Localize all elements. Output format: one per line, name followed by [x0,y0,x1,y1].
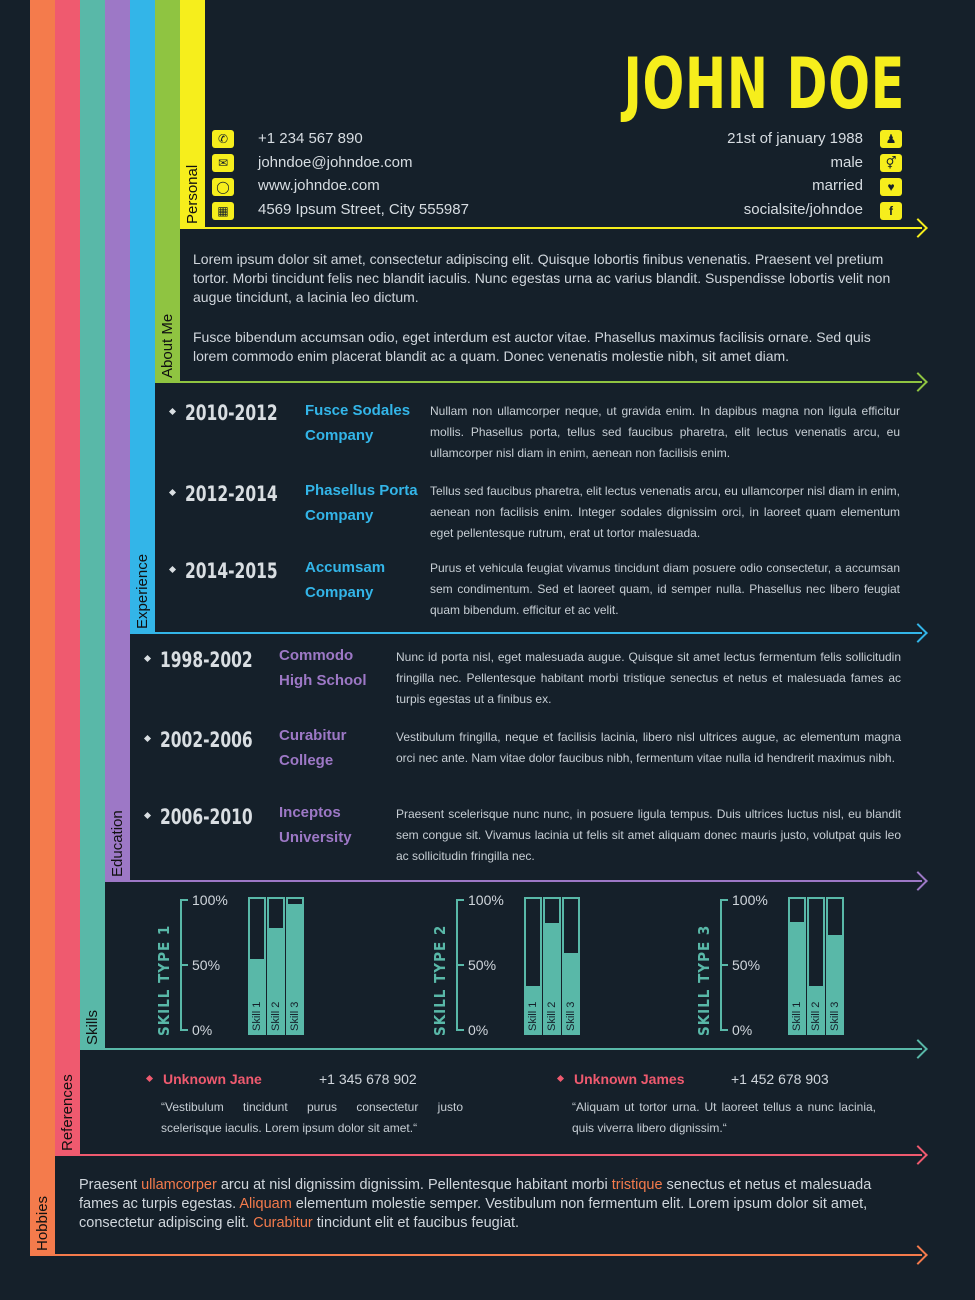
education-school-line1: Commodo [279,647,354,664]
hobbies-text-5: tincidunt elit et faucibus feugiat. [312,1215,520,1231]
stripe-hobbies [30,0,55,1256]
skill-bar [826,897,844,1035]
education-years: 2006-2010 [160,805,253,829]
stripe-references [55,0,80,1156]
reference-phone: +1 345 678 902 [319,1071,417,1087]
personal-social: socialsite/johndoe [743,201,863,218]
hobbies-text [79,1176,901,1233]
stripe-education [105,0,130,882]
skill-bar-label: Skill 3 [829,1001,841,1031]
experience-years: 2010-2012 [185,401,278,425]
divider-references [80,1154,922,1156]
arrow-education [908,871,928,891]
education-years: 1998-2002 [160,648,253,672]
experience-years: 2012-2014 [185,482,278,506]
experience-description: Purus et vehicula feugiat vivamus tincidunt diam posuere odio consectetur, a accumsan sem condimentum. Sed et laoreet quam, id semper nulla. Phasellus nec libero feugiat quam bibendum. efficitur et ac velit. [430,561,900,617]
bullet-icon [144,735,151,742]
skill-bar [807,897,825,1035]
skill-axis-tick-label: 0% [732,1022,753,1038]
experience-company [305,555,385,605]
arrow-references [908,1145,928,1165]
divider-experience [155,632,922,634]
building-icon: ▦ [212,202,234,220]
skill-bar [286,897,304,1035]
experience-company [305,478,418,528]
personal-phone: +1 234 567 890 [258,130,363,147]
experience-description: Nullam non ullamcorper neque, ut gravida enim. In dapibus magna non ligula efficitur mollis. Phasellus porta, tellus sed faucibus pharetra, elit lectus venenatis arcu, eu ullamcorper nisl diam in enim, aenean non facilisis enim. [430,404,900,460]
arrow-personal [908,218,928,238]
bullet-icon [169,566,176,573]
skill-bar-label: Skill 1 [791,1001,803,1031]
skill-axis-tick [720,964,728,966]
hobbies-text-3: senectus et netus et malesuada fames ac turpis egestas. [79,1177,872,1212]
skill-axis-tick [180,964,188,966]
divider-hobbies [55,1254,922,1256]
hobbies-text-4: elementum molestie semper. Vestibulum non fermentum elit. Lorem ipsum dolor sit amet, consectetur adipiscing elit. [79,1196,868,1231]
experience-company-line1: Phasellus Porta [305,482,418,499]
skill-type-label: SKILL TYPE 2 [431,924,449,1036]
bullet-icon [146,1075,153,1082]
skill-axis-tick-label: 100% [732,892,768,908]
skill-axis-tick-label: 0% [192,1022,213,1038]
skill-bar [524,897,542,1035]
skill-type-label: SKILL TYPE 3 [695,924,713,1036]
education-description: Nunc id porta nisl, eget malesuada augue. Quisque sit amet lectus fermentum felis sollicitudin fringilla nec. Pellentesque habitant morbi tristique senectus et netus et malesuada fames ac turpis egestas ut a finibus ex. [396,650,901,706]
skill-axis-tick-label: 100% [468,892,504,908]
experience-description: Tellus sed faucibus pharetra, elit lectus venenatis arcu, eu ullamcorper nisl diam in enim, aenean non facilisis enim. Integer sodales dignissim orci, in laoreet quam elementum eget pellentesque rutrum, erat ut tortor malesuada. [430,484,900,540]
personal-birth: 21st of january 1988 [727,130,863,147]
skill-bar-label: Skill 2 [546,1001,558,1031]
hobbies-highlight-2: tristique [611,1177,663,1193]
about-paragraph-1: Lorem ipsum dolor sit amet, consectetur adipiscing elit. Quisque lobortis finibus venenatis. Praesent vel pretium tortor. Morbi tincidunt felis nec blandit iaculis. Nunc egestas urna ac varius blandit. Suspendisse lobortis velit non augue tincidunt, a lacinia leo dictum. [193,251,891,305]
personal-web: www.johndoe.com [258,177,380,194]
about-paragraph-2: Fusce bibendum accumsan odio, eget interdum est auctor vitae. Phasellus maximus facilisis ornare. Sed quis lorem commodo enim placerat blandit ac a quam. Donec venenatis molestie nibh, sit amet diam. [193,329,871,364]
bullet-icon [169,489,176,496]
personal-address: 4569 Ipsum Street, City 555987 [258,201,469,218]
skill-axis-tick [180,1029,188,1031]
skill-axis-tick [456,964,464,966]
education-years: 2002-2006 [160,728,253,752]
skill-axis-tick [720,899,728,901]
reference-name: Unknown James [574,1071,685,1087]
education-school [279,643,367,693]
hobbies-highlight-3: Aliquam [239,1196,292,1212]
heart-icon: ♥ [880,178,902,196]
arrow-experience [908,623,928,643]
mail-icon: ✉ [212,154,234,172]
experience-company-line2: Company [305,507,374,524]
education-school [279,723,347,773]
skill-bar [788,897,806,1035]
skill-axis-tick-label: 50% [732,957,761,973]
divider-personal [205,227,922,229]
section-label-experience: Experience [134,553,151,629]
experience-years: 2014-2015 [185,559,278,583]
experience-company [305,398,410,448]
bullet-icon [144,812,151,819]
globe-icon: ◯ [212,178,234,196]
education-school-line1: Curabitur [279,727,347,744]
bullet-icon [169,408,176,415]
skill-bar-label: Skill 1 [527,1001,539,1031]
divider-about [180,381,922,383]
section-label-skills: Skills [84,1009,101,1045]
hobbies-text-1: Praesent [79,1177,142,1193]
education-description: Vestibulum fringilla, neque et facilisis lacinia, libero nisl ultrices augue, ac elementum magna orci nec ante. Nam vitae dolor faucibus nibh, fermentum vitae nulla id hendrerit maximus nibh. [396,730,901,765]
skill-bar-label: Skill 1 [251,1001,263,1031]
reference-phone: +1 452 678 903 [731,1071,829,1087]
skill-axis-tick-label: 100% [192,892,228,908]
hobbies-highlight-4: Curabitur [253,1215,313,1231]
education-school-line2: College [279,752,334,769]
section-label-about: About Me [159,313,176,378]
skill-axis-tick [456,899,464,901]
skill-bar-label: Skill 2 [810,1001,822,1031]
hobbies-highlight-1: ullamcorper [141,1177,217,1193]
reference-quote: “Vestibulum tincidunt purus consectetur justo scelerisque iaculis. Lorem ipsum dolor sit amet.“ [161,1100,463,1135]
hobbies-text-2: arcu at nisl dignissim dignissim. Pellentesque habitant morbi [216,1177,612,1193]
personal-gender: male [830,154,863,171]
bullet-icon [557,1075,564,1082]
arrow-hobbies [908,1245,928,1265]
arrow-skills [908,1039,928,1059]
facebook-icon: f [880,202,902,220]
skill-axis-tick-label: 50% [468,957,497,973]
section-label-hobbies: Hobbies [34,1195,51,1251]
skill-bar [267,897,285,1035]
section-label-references: References [59,1074,76,1151]
skill-bar-label: Skill 3 [565,1001,577,1031]
divider-skills [105,1048,922,1050]
section-label-education: Education [109,810,126,877]
divider-education [130,880,922,882]
arrow-about [908,372,928,392]
stripe-experience [130,0,155,634]
skill-bar-label: Skill 2 [270,1001,282,1031]
experience-company-line2: Company [305,427,374,444]
personal-email: johndoe@johndoe.com [258,154,413,171]
skill-bar [543,897,561,1035]
experience-company-line2: Company [305,584,374,601]
skill-bar [248,897,266,1035]
skill-axis-tick-label: 50% [192,957,221,973]
bullet-icon [144,655,151,662]
personal-status: married [812,177,863,194]
gender-icon: ⚥ [880,154,902,172]
reference-name: Unknown Jane [163,1071,262,1087]
skill-type-label: SKILL TYPE 1 [155,924,173,1036]
experience-company-line1: Fusce Sodales [305,402,411,419]
skill-axis-tick-label: 0% [468,1022,489,1038]
education-school-line1: Inceptos [279,804,341,821]
skill-axis-tick [180,899,188,901]
education-school [279,800,352,850]
education-school-line2: University [279,829,352,846]
stripe-skills [80,0,105,1050]
skill-bar [562,897,580,1035]
section-label-personal: Personal [184,164,201,224]
skill-axis-tick [720,1029,728,1031]
person-icon: ♟ [880,130,902,148]
education-description: Praesent scelerisque nunc nunc, in posuere ligula tempus. Duis ultrices luctus nisl, eu blandit sem congue sit. Vivamus lacinia ut felis sit amet aliquam donec mauris justo, volutpat quis leo ac sollicitudin fringilla nec. [396,807,901,863]
skill-axis-tick [456,1029,464,1031]
reference-quote: “Aliquam ut tortor urna. Ut laoreet tellus a nunc lacinia, quis viverra libero dignissim.“ [572,1100,876,1135]
phone-icon: ✆ [212,130,234,148]
education-school-line2: High School [279,672,367,689]
experience-company-line1: Accumsam [305,559,386,576]
skill-bar-label: Skill 3 [289,1001,301,1031]
page-title: JOHN DOE [623,43,905,125]
